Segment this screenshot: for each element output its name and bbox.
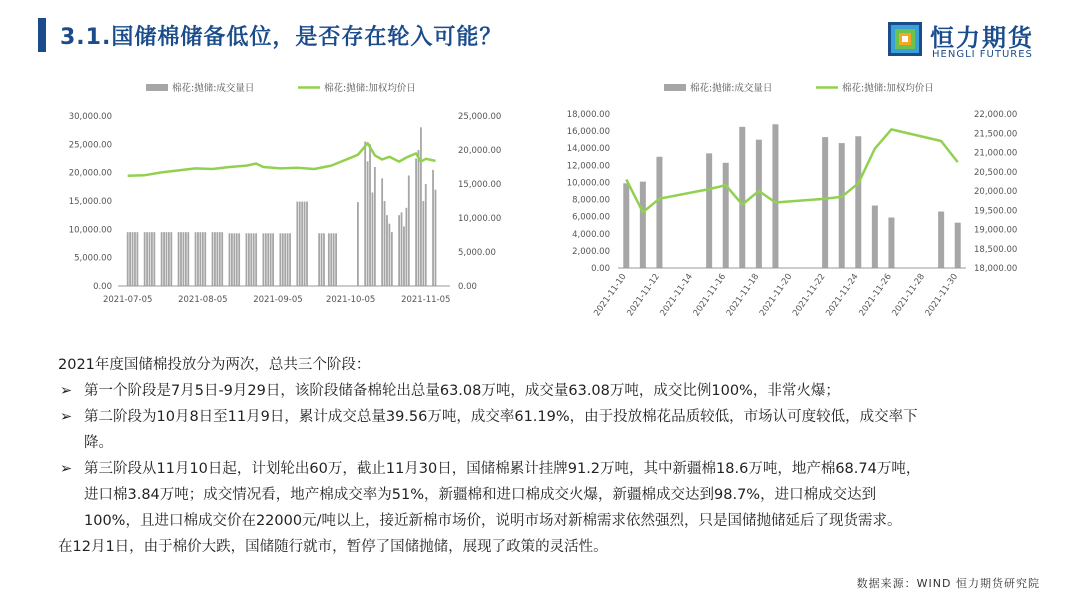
bar: [246, 233, 248, 286]
x-tick-label: 2021-11-16: [691, 271, 729, 319]
bar: [233, 233, 235, 286]
x-tick-label: 2021-07-05: [102, 295, 153, 305]
legend-line-label: 棉花:抛储:加权均价日: [842, 83, 934, 94]
bar: [229, 233, 231, 286]
y-left-tick-label: 4,000.00: [572, 229, 610, 240]
bar: [180, 232, 182, 286]
y-right-tick-label: 5,000.00: [458, 248, 496, 258]
bar: [384, 201, 386, 286]
bar: [185, 232, 187, 286]
logo-text-en: HENGLI FUTURES: [932, 49, 1033, 60]
bullet-arrow-icon: ➢: [60, 383, 73, 399]
bullet-stage-3-cont-1: 进口棉3.84万吨；成交情况看，地产棉成交率为51%，新疆棉和进口棉成交火爆，新疆棉成交达到98.7%，进口棉成交达到: [84, 487, 877, 503]
bullet-arrow-icon: ➢: [60, 409, 73, 425]
y-left-tick-label: 25,000.00: [68, 140, 112, 151]
y-right-tick-label: 18,500.00: [974, 244, 1018, 255]
bar: [372, 193, 374, 287]
bullet-arrow-icon: ➢: [60, 461, 73, 477]
outro-line: 在12月1日，由于棉价大跌，国储随行就市，暂停了国储抛储，展现了政策的灵活性。: [58, 539, 608, 555]
bar: [772, 124, 778, 268]
bar: [195, 232, 197, 286]
bar: [623, 183, 629, 268]
bar: [418, 150, 420, 286]
bar: [335, 233, 337, 286]
bar: [284, 233, 286, 286]
bar: [301, 202, 303, 286]
body-text: [58, 352, 1058, 560]
bar: [199, 232, 201, 286]
y-left-tick-label: 30,000.00: [68, 112, 112, 122]
x-tick-label: 2021-10-05: [325, 295, 376, 305]
y-right-tick-label: 25,000.00: [458, 112, 502, 122]
y-right-tick-label: 0.00: [458, 282, 477, 292]
bar: [170, 232, 172, 286]
chart-left: [50, 76, 530, 316]
bar: [214, 232, 216, 286]
bar: [822, 137, 828, 268]
y-right-tick-label: 20,500.00: [974, 167, 1018, 178]
bar: [328, 233, 330, 286]
bar: [403, 227, 405, 287]
bar: [420, 127, 422, 286]
title-accent-bar: [38, 18, 46, 52]
bar: [250, 233, 252, 286]
bar: [432, 170, 434, 286]
bar: [253, 233, 255, 286]
bar: [656, 157, 662, 268]
bar: [216, 232, 218, 286]
bar: [381, 178, 383, 286]
bar: [127, 232, 129, 286]
y-left-tick-label: 12,000.00: [566, 161, 610, 172]
bar: [183, 232, 185, 286]
bar: [153, 232, 155, 286]
bar: [888, 218, 894, 268]
bar: [333, 233, 335, 286]
bullet-text: 第三阶段从11月10日起，计划轮出60万，截止11月30日，国储棉累计挂牌91.2万吨，其中新疆棉18.6万吨，地产棉68.74万吨，: [84, 461, 921, 477]
x-tick-label: 2021-11-20: [757, 271, 795, 319]
bar: [263, 233, 265, 286]
bar: [236, 233, 238, 286]
y-left-tick-label: 0.00: [93, 282, 112, 292]
bar: [166, 232, 168, 286]
x-tick-label: 2021-11-26: [857, 271, 894, 319]
bar: [287, 233, 289, 286]
bar: [723, 163, 729, 268]
bar: [398, 215, 400, 286]
y-left-tick-label: 10,000.00: [68, 225, 112, 236]
y-right-tick-label: 22,000.00: [974, 110, 1018, 120]
bar: [408, 176, 410, 287]
y-left-tick-label: 20,000.00: [68, 168, 112, 179]
y-right-tick-label: 18,000.00: [974, 264, 1018, 274]
bar: [132, 232, 134, 286]
y-left-tick-label: 16,000.00: [566, 127, 610, 138]
bar: [204, 232, 206, 286]
bar: [855, 136, 861, 268]
bar: [265, 233, 267, 286]
bar: [306, 202, 308, 286]
bar: [272, 233, 274, 286]
bar: [231, 233, 233, 286]
bullet-text: 第一个阶段是7月5日-9月29日，该阶段储备棉轮出总量63.08万吨，成交量63.08万吨，成交比例100%，非常火爆；: [84, 383, 840, 399]
bar: [129, 232, 131, 286]
bullet-stage-3-cont-2: 100%，且进口棉成交价在22000元/吨以上，接近新棉市场价，说明市场对新棉需求依然强烈，只是国储抛储延后了现货需求。: [84, 513, 902, 529]
y-right-tick-label: 20,000.00: [974, 187, 1018, 197]
y-left-tick-label: 5,000.00: [74, 253, 112, 264]
bar: [282, 233, 284, 286]
y-right-tick-label: 20,000.00: [458, 146, 502, 156]
x-tick-label: 2021-11-28: [890, 271, 928, 319]
bar: [219, 232, 221, 286]
bar: [323, 233, 325, 286]
bar: [330, 233, 332, 286]
bar: [405, 208, 407, 286]
legend-bar-label: 棉花:抛储:成交量日: [172, 83, 255, 94]
x-tick-label: 2021-11-24: [824, 271, 861, 319]
bullet-stage-3: [58, 456, 1058, 482]
x-tick-label: 2021-11-14: [658, 271, 696, 319]
y-right-tick-label: 10,000.00: [458, 214, 502, 224]
bar: [369, 144, 371, 286]
bar: [197, 232, 199, 286]
x-tick-label: 2021-11-05: [401, 295, 451, 305]
bar: [872, 206, 878, 268]
bullet-text: 第二阶段为10月8日至11月9日，累计成交总量39.56万吨，成交率61.19%，由于投放棉花品质较低，市场认可度较低，成交率下: [84, 409, 918, 425]
bar: [144, 232, 146, 286]
logo-text-cn: 恒力期货: [930, 24, 1034, 52]
bar: [296, 202, 298, 286]
bar: [136, 232, 138, 286]
intro-line: 2021年度国储棉投放分为两次，总共三个阶段：: [58, 357, 371, 373]
bar: [415, 159, 417, 287]
bar: [756, 140, 762, 268]
bar: [134, 232, 136, 286]
data-source: 数据来源：WIND 恒力期货研究院: [856, 577, 1040, 590]
bar: [386, 215, 388, 286]
y-left-tick-label: 2,000.00: [572, 246, 610, 257]
bullet-stage-1: [58, 378, 1058, 404]
legend-bar-swatch: [146, 84, 168, 91]
bar: [401, 212, 403, 286]
bar: [938, 212, 944, 268]
y-left-tick-label: 6,000.00: [572, 212, 610, 223]
bar: [221, 232, 223, 286]
x-tick-label: 2021-11-10: [592, 271, 629, 319]
y-left-tick-label: 15,000.00: [68, 197, 112, 207]
bar: [248, 233, 250, 286]
bar: [168, 232, 170, 286]
bar: [364, 142, 366, 287]
y-right-tick-label: 15,000.00: [458, 180, 502, 190]
x-tick-label: 2021-09-05: [253, 295, 303, 305]
bar: [270, 233, 272, 286]
legend-line-label: 棉花:抛储:加权均价日: [324, 83, 416, 94]
bar: [357, 202, 359, 286]
company-logo: [888, 18, 1058, 62]
bar: [391, 232, 393, 286]
price-line: [128, 143, 436, 176]
bar: [212, 232, 214, 286]
x-tick-label: 2021-11-22: [791, 271, 828, 319]
price-line: [626, 129, 957, 212]
x-tick-label: 2021-08-05: [178, 295, 228, 305]
y-right-tick-label: 21,500.00: [974, 129, 1018, 140]
bar: [955, 223, 961, 268]
bar: [839, 143, 845, 268]
y-left-tick-label: 8,000.00: [572, 195, 610, 206]
bar: [367, 161, 369, 286]
bar: [706, 153, 712, 268]
bar: [163, 232, 165, 286]
y-right-tick-label: 19,000.00: [974, 225, 1018, 236]
legend-bar-label: 棉花:抛储:成交量日: [690, 83, 773, 94]
y-right-tick-label: 21,000.00: [974, 148, 1018, 159]
bar: [389, 224, 391, 286]
bar: [279, 233, 281, 286]
bar: [422, 201, 424, 286]
bullet-stage-2: [58, 404, 1058, 430]
y-left-tick-label: 10,000.00: [566, 178, 610, 189]
y-left-tick-label: 14,000.00: [566, 144, 610, 155]
bar: [425, 184, 427, 286]
bar: [299, 202, 301, 286]
bar: [640, 182, 646, 268]
bar: [146, 232, 148, 286]
bar: [149, 232, 151, 286]
bar: [267, 233, 269, 286]
x-tick-label: 2021-11-18: [724, 271, 762, 319]
y-left-tick-label: 0.00: [591, 264, 610, 274]
bullet-stage-2-cont: 降。: [84, 435, 113, 451]
x-tick-label: 2021-11-30: [923, 271, 961, 319]
page-title: 3.1.国储棉储备低位，是否存在轮入可能？: [60, 25, 503, 50]
bar: [151, 232, 153, 286]
bar: [161, 232, 163, 286]
bar: [289, 233, 291, 286]
chart-right: [540, 76, 1040, 346]
x-tick-label: 2021-11-12: [625, 271, 662, 319]
bar: [202, 232, 204, 286]
y-left-tick-label: 18,000.00: [566, 110, 610, 120]
bar: [374, 167, 376, 286]
legend-bar-swatch: [664, 84, 686, 91]
bar: [321, 233, 323, 286]
bar: [187, 232, 189, 286]
bar: [739, 127, 745, 268]
bar: [318, 233, 320, 286]
bar: [255, 233, 257, 286]
y-right-tick-label: 19,500.00: [974, 206, 1018, 217]
bar: [304, 202, 306, 286]
bar: [178, 232, 180, 286]
bar: [435, 190, 437, 286]
bar: [238, 233, 240, 286]
logo-mark-icon: [888, 22, 922, 56]
